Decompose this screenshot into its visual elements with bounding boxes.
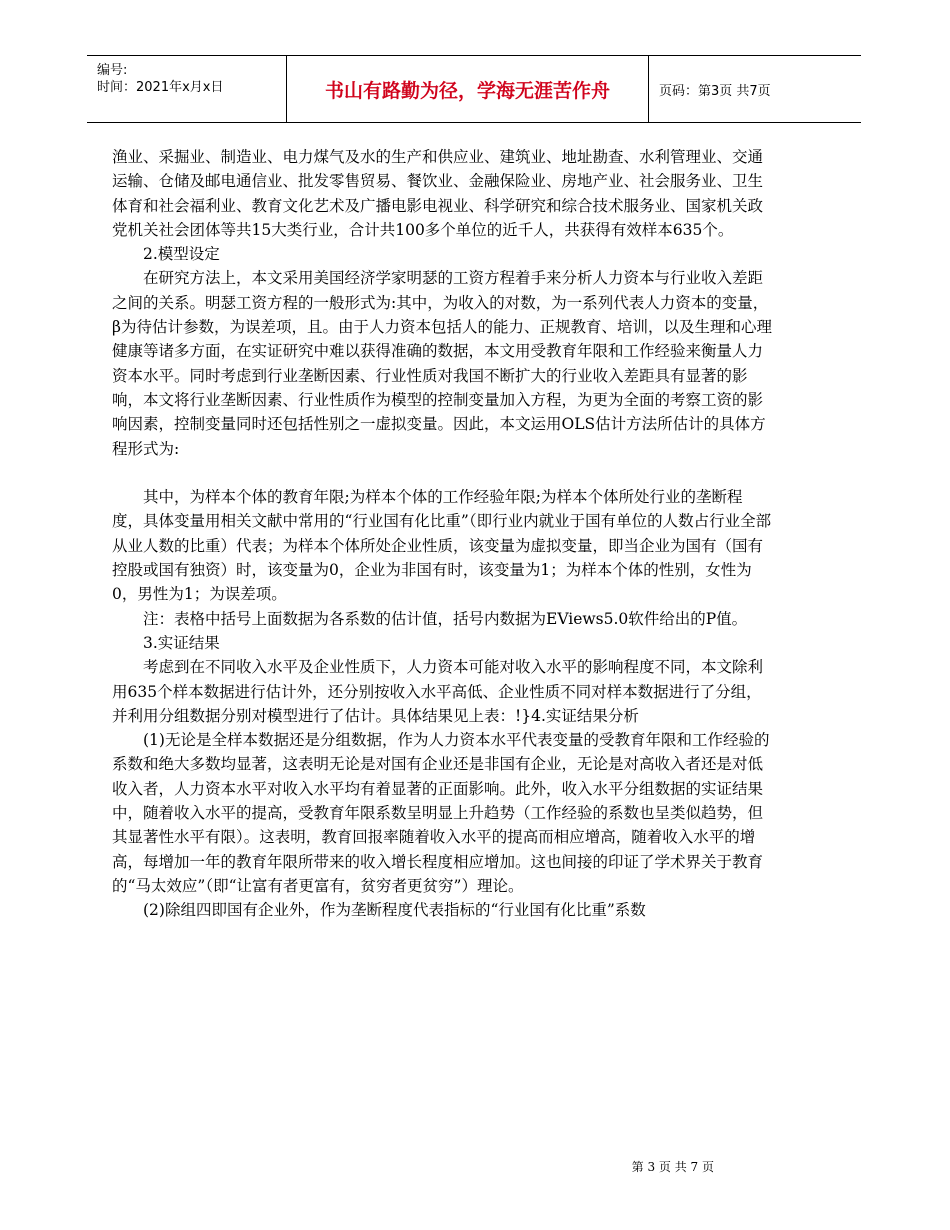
paragraph-variables: 其中，为样本个体的教育年限;为样本个体的工作经验年限;为样本个体所处行业的垄断程度，具体变量用相关文献中常用的“行业国有化比重”（即行业内就业于国有单位的人数占行业全部从业人数的比重）代表；为样本个体所处企业性质，该变量为虚拟变量，即当企业为国有（国有控股或国有独资）时，该变量为0，企业为非国有时，该变量为1；为样本个体的性别，女性为0，男性为1；为误差项。	[112, 488, 772, 604]
paragraph-industries: 渔业、采掘业、制造业、电力煤气及水的生产和供应业、建筑业、地址勘查、水利管理业、交通运输、仓储及邮电通信业、批发零售贸易、餐饮业、金融保险业、房地产业、社会服务业、卫生体育和社会福利业、教育文化艺术及广播电影电视业、科学研究和综合技术服务业、国家机关政党机关社会团体等共15大类行业，合计共100多个单位的近千人，共获得有效样本635个。	[112, 148, 764, 239]
footer-page-number: 第 3 页 共 7 页	[631, 1160, 714, 1174]
header-meta	[97, 62, 293, 96]
page-footer	[0, 1158, 950, 1175]
paragraph-analysis-2: (2)除组四即国有企业外，作为垄断程度代表指标的“行业国有化比重”系数	[143, 901, 646, 920]
paragraph-method: 在研究方法上，本文采用美国经济学家明瑟的工资方程着手来分析人力资本与行业收入差距之间的关系。明瑟工资方程的一般形式为:其中，为收入的对数，为一系列代表人力资本的变量，β为待估计参数，为误差项，且。由于人力资本包括人的能力、正规教育、培训，以及生理和心理健康等诸多方面，在实证研究中难以获得准确的数据，本文用受教育年限和工作经验来衡量人力资本水平。同时考虑到行业垄断因素、行业性质对我国不断扩大的行业收入差距具有显著的影响，本文将行业垄断因素、行业性质作为模型的控制变量加入方程，为更为全面的考察工资的影响因素，控制变量同时还包括性别之一虚拟变量。因此，本文运用OLS估计方法所估计的具体方程形式为:	[112, 269, 772, 458]
header-motto: 书山有路勤为径，学海无涯苦作舟	[324, 79, 610, 102]
header-divider	[648, 56, 649, 122]
document-date: 时间：2021年x月x日	[97, 80, 224, 95]
paragraph-results: 考虑到在不同收入水平及企业性质下，人力资本可能对收入水平的影响程度不同，本文除利用635个样本数据进行估计外，还分别按收入水平高低、企业性质不同对样本数据进行了分组，并利用分组数据分别对模型进行了估计。具体结果见上表：!}4.实证结果分析	[112, 658, 764, 725]
page-header	[87, 55, 861, 123]
document-number-label: 编号:	[97, 63, 128, 78]
paragraph-analysis-1: (1)无论是全样本数据还是分组数据，作为人力资本水平代表变量的受教育年限和工作经验的系数和绝大多数均显著，这表明无论是对国有企业还是非国有企业，无论是对高收入者还是对低收入者，人力资本水平对收入水平均有着显著的正面影响。此外，收入水平分组数据的实证结果中，随着收入水平的提高，受教育年限系数呈明显上升趋势（工作经验的系数也呈类似趋势，但其显著性水平有限）。这表明，教育回报率随着收入水平的提高而相应增高，随着收入水平的增高，每增加一年的教育年限所带来的收入增长程度相应增加。这也间接的印证了学术界关于教育的“马太效应”（即“让富有者更富有，贫穷者更贫穷”）理论。	[112, 731, 770, 895]
document-body	[112, 145, 772, 923]
equation-placeholder	[112, 461, 772, 485]
section-heading-results: 3.实证结果	[143, 633, 220, 652]
section-heading-model: 2.模型设定	[143, 245, 220, 264]
header-page-indicator: 页码：第3页 共7页	[659, 83, 771, 99]
paragraph-table-note: 注：表格中括号上面数据为各系数的估计值，括号内数据为EViews5.0软件给出的P值。	[143, 609, 748, 628]
